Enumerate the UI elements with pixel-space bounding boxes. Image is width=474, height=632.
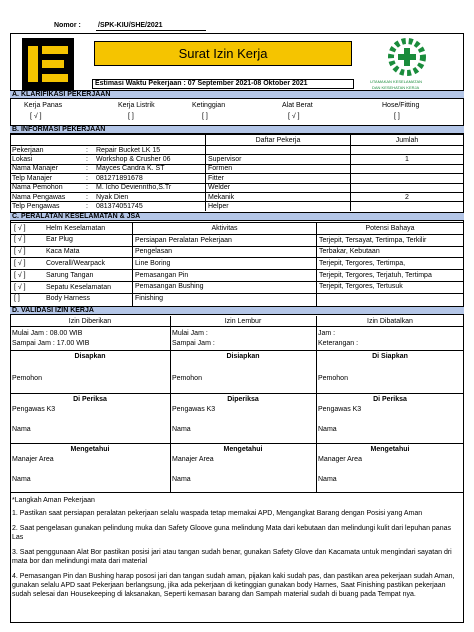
info-value: 081374051745 [96,202,143,210]
klarifikasi-hose-fitting: Hose/Fitting [382,102,420,109]
info-colon: : [86,202,88,210]
potensi-bahaya-item: Terbakar, Kebutaan [319,248,380,256]
langkah-aman-heading: *Langkah Aman Pekerjaan [12,497,95,504]
info-label: Pekerjaan [12,146,44,154]
aktivitas-item: Pemasangan Bushing [135,283,204,291]
validasi-block-nama: Nama [172,476,191,483]
validasi-block-nama: Nama [12,426,31,433]
checkbox-alat-berat[interactable]: [ √ ] [288,113,300,120]
info-colon: : [86,193,88,201]
validasi-divider [10,350,464,351]
apd-label: Sepatu Keselamatan [46,283,111,291]
daftar-pekerja-header: Daftar Pekerja [255,137,301,144]
jsa-row-divider [132,222,464,223]
aktivitas-item: Pengelasan [135,248,172,256]
apd-label: Body Harness [46,295,90,303]
validasi-block-role: Pengawas K3 [12,406,56,413]
potensi-bahaya-header: Potensi Bahaya [365,225,415,232]
pekerja-role: Formen [208,165,233,173]
apd-checkbox[interactable]: [ √ ] [14,259,26,267]
apd-label: Sarung Tangan [46,271,94,279]
aktivitas-item: Persiapan Peralatan Pekerjaan [135,236,232,244]
pekerja-role: Welder [208,184,231,192]
nomor-value: /SPK-KIU/SHE/2021 [98,22,163,29]
validasi-block-title: Di Periksa [373,396,407,403]
section-d-title: D. VALIDASI IZIN KERJA [10,306,464,315]
validasi-block-title: Mengetahui [70,446,110,453]
jumlah-header: Jumlah [395,137,419,144]
validasi-sampai: Keterangan : [318,340,359,347]
pekerja-jumlah: 2 [405,193,409,201]
info-label: Telp Manajer [12,174,53,182]
validasi-block-role: Pemohon [318,375,348,382]
validasi-divider [10,443,464,444]
klarifikasi-kerja-listrik: Kerja Listrik [118,102,155,109]
validasi-block-role: Manajer Area [12,456,54,463]
page-title: Surat Izin Kerja [94,41,352,66]
estimasi-waktu: Estimasi Waktu Pekerjaan : 07 September 2021-08 Oktober 2021 [92,79,354,89]
info-value: Repair Bucket LK 15 [96,146,161,154]
k3-logo-caption-1: UTAMAKAN KESELAMATAN [370,79,423,84]
validasi-col-header: Izin Dibatalkan [367,318,413,325]
validasi-divider [10,393,464,394]
validasi-block-role: Manager Area [318,456,362,463]
langkah-aman-item-2: 2. Saat pengelasan gunakan pelindung muka dan Safety Gloove guna melindung Mata dari kebutaan dan melindungi kulit dari lepuhan panas Las [12,525,451,541]
validasi-block-nama: Nama [12,476,31,483]
validasi-block-nama: Nama [318,476,337,483]
info-value: Mayces Candra K. ST [96,165,165,173]
validasi-block-nama: Nama [172,426,191,433]
info-value: Workshop & Crusher 06 [96,155,171,163]
validasi-col-header: Izin Diberikan [68,318,112,325]
klarifikasi-kerja-panas: Kerja Panas [24,102,63,109]
validasi-block-title: Disiapkan [226,353,260,360]
section-b-title: B. INFORMASI PEKERJAAN [10,125,464,134]
info-label: Nama Pemohon [12,184,63,192]
validasi-block-title: Mengetahui [370,446,410,453]
validasi-block-nama: Nama [318,426,337,433]
potensi-bahaya-item: Terjepit, Tergores, Tertimpa, [319,259,406,267]
nomor-label: Nomor : [54,22,81,29]
apd-checkbox[interactable]: [ √ ] [14,224,26,232]
validasi-mulai: Mulai Jam : [172,330,208,337]
apd-checkbox[interactable]: [ ] [14,295,20,303]
klarifikasi-alat-berat: Alat Berat [282,102,313,109]
potensi-bahaya-item: Terjepit, Tersayat, Tertimpa, Terkilir [319,236,427,244]
pekerja-role: Supervisor [208,155,242,163]
validasi-divider [10,326,464,327]
info-value: 081271891678 [96,174,143,182]
checkbox-ketinggian[interactable]: [ ] [202,113,208,120]
info-value: Nyak Dien [96,193,129,201]
aktivitas-header: Aktivitas [211,225,238,232]
aktivitas-item: Line Boring [135,259,171,267]
validasi-block-title: Disapkan [74,353,106,360]
validasi-mulai: Mulai Jam : 08.00 WIB [12,330,83,337]
langkah-aman-item-1: 1. Pastikan saat persiapan peralatan pekerjaan selalu waspada tetap memakai APD, Mengangkat Barang dengan Posisi yang Aman [12,510,423,517]
k3-cross-logo-icon [386,36,428,78]
info-colon: : [86,155,88,163]
aktivitas-item: Finishing [135,295,164,302]
checkbox-kerja-panas[interactable]: [ √ ] [30,113,42,120]
info-colon: : [86,174,88,182]
validasi-block-role: Pengawas K3 [318,406,362,413]
info-colon: : [86,184,88,192]
validasi-sampai: Sampai Jam : 17.00 WIB [12,340,90,347]
apd-label: Kaca Mata [46,248,80,256]
apd-label: Ear Plug [46,236,73,244]
info-colon: : [86,146,88,154]
info-label: Lokasi [12,155,33,163]
apd-checkbox[interactable]: [ √ ] [14,271,26,279]
checkbox-kerja-listrik[interactable]: [ ] [128,113,134,120]
info-value: M. Icho Devienntho,S.Tr [96,184,172,192]
info-colon: : [86,165,88,173]
validasi-block-role: Pengawas K3 [172,406,216,413]
validasi-block-role: Pemohon [12,375,42,382]
apd-label: Helm Keselamatan [46,224,106,232]
aktivitas-item: Pemasangan Pin [135,271,189,279]
pekerja-role: Mekanik [208,193,235,201]
apd-checkbox[interactable]: [ √ ] [14,248,26,256]
langkah-aman-section [12,496,462,605]
validasi-mulai: Jam : [318,330,336,337]
info-label: Nama Pengawas [12,193,66,201]
validasi-col-header: Izin Lembur [224,318,262,325]
section-c-title: C. PERALATAN KESELAMATAN & JSA [10,212,464,221]
section-a-title: A. KLARIFIKASI PEKERJAAN [10,90,464,99]
apd-label: Coverall/Wearpack [46,259,106,267]
validasi-block-title: Diperiksa [227,396,259,403]
potensi-bahaya-item: Terjepit, Tergores, Tertusuk [319,283,403,291]
apd-checkbox[interactable]: [ √ ] [14,236,26,244]
potensi-bahaya-item: Terjepit, Tergores, Terjatuh, Tertimpa [319,271,432,279]
validasi-block-role: Manajer Area [172,456,214,463]
info-label: Telp Pengawas [12,202,60,210]
pekerja-jumlah: 1 [405,155,409,163]
langkah-aman-item-3: 3. Saat penggunaan Alat Bor pastikan posisi jari atau tangan sudah benar, gunakan Safety Glove dan Kacamata untuk mengindari sayatan dri mata bor dan melindungi mata dari material [12,549,452,565]
klarifikasi-ketinggian: Ketinggian [192,102,226,109]
langkah-aman-item-4: 4. Pemasangan Pin dan Bushing harap pososi jari dan tangan sudah aman, pijakan kaki sudah pas, dan pastikan area pekerjaan sudah Aman, gunakan selalu APD saat Pekerjaan berlangsung, jika ada pekerjaan di ketinggian gunakan body Harnes, Saat Finishing pastikan pekerjaan sudah selesai dan Housekeeping di laksanakan, Seperti kemasan barang dan Sampah material sudah di buang pada Tempat nya. [12,573,455,598]
pekerja-role: Helper [208,202,229,210]
validasi-block-title: Mengetahui [223,446,263,453]
k3-logo-caption-2: DAN KESEHATAN KERJA [372,85,420,90]
validasi-block-title: Di Periksa [73,396,107,403]
info-label: Nama Manajer [12,165,58,173]
validasi-block-title: Di Siapkan [372,353,408,360]
validasi-sampai: Sampai Jam : [172,340,215,347]
company-logo [22,38,74,90]
apd-checkbox[interactable]: [ √ ] [14,283,26,291]
checkbox-hose-fitting[interactable]: [ ] [394,113,400,120]
pekerja-role: Fitter [208,174,224,182]
validasi-block-role: Pemohon [172,375,202,382]
